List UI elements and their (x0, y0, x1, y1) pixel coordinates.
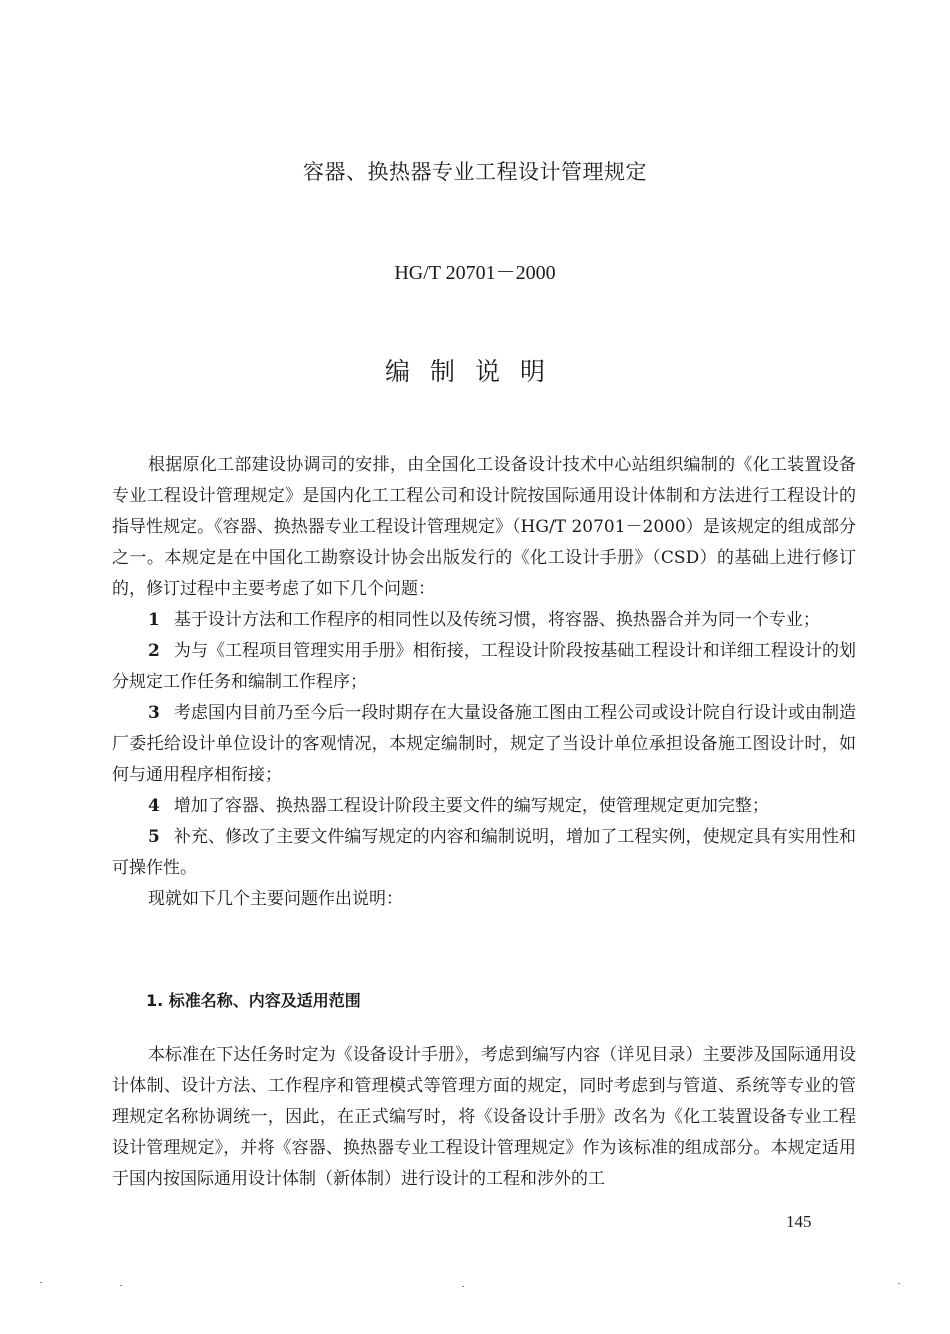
item-number: 2 (148, 641, 160, 661)
item-number: 4 (148, 796, 160, 816)
scan-speck (40, 1282, 42, 1283)
intro-paragraph: 根据原化工部建设协调司的安排，由全国化工设备设计技术中心站组织编制的《化工装置设备专业工程设计管理规定》是国内化工工程公司和设计院按国际通用设计体制和方法进行工程设计的指导性规定。《容器、换热器专业工程设计管理规定》（HG/T 20701－2000）是该规定的组成部分之一。本规定是在中国化工勘察设计协会出版发行的《化工设计手册》（CSD）的基础上进行修订的，修订过程中主要考虑了如下几个问题： (112, 455, 856, 599)
item-text: 基于设计方法和工作程序的相同性以及传统习惯，将容器、换热器合并为同一个专业； (173, 610, 820, 630)
closing-paragraph: 现就如下几个主要问题作出说明： (148, 889, 403, 909)
section-1-title: 1. 标准名称、内容及适用范围 (146, 991, 361, 1010)
scan-speck (120, 1285, 122, 1286)
item-text: 考虑国内目前乃至今后一段时期存在大量设备施工图由工程公司或设计院自行设计或由制造厂委托给设计单位设计的客观情况，本规定编制时，规定了当设计单位承担设备施工图设计时，如何与通用程序相衔接； (112, 703, 856, 785)
list-item-5 (112, 822, 856, 884)
document-title: 容器、换热器专业工程设计管理规定 (303, 160, 647, 184)
section-1-block (112, 1040, 856, 1195)
item-text: 为与《工程项目管理实用手册》相衔接，工程设计阶段按基础工程设计和详细工程设计的划分规定工作任务和编制工作程序； (112, 641, 856, 692)
list-item-3 (112, 698, 856, 791)
scan-speck (898, 1283, 900, 1284)
section-heading: 编制说明 (384, 357, 565, 386)
list-item-4 (112, 791, 856, 822)
scan-speck (462, 1286, 464, 1287)
item-number: 1 (148, 610, 160, 630)
page-number: 145 (786, 1212, 812, 1231)
item-number: 5 (148, 827, 160, 847)
item-number: 3 (148, 703, 160, 723)
item-text: 补充、修改了主要文件编写规定的内容和编制说明，增加了工程实例，使规定具有实用性和可操作性。 (112, 827, 856, 878)
intro-block (112, 450, 856, 915)
item-text: 增加了容器、换热器工程设计阶段主要文件的编写规定，使管理规定更加完整； (173, 796, 769, 816)
section-1-paragraph: 本标准在下达任务时定为《设备设计手册》，考虑到编写内容（详见目录）主要涉及国际通用设计体制、设计方法、工作程序和管理模式等管理方面的规定，同时考虑到与管道、系统等专业的管理规定名称协调统一，因此，在正式编写时，将《设备设计手册》改名为《化工装置设备专业工程设计管理规定》，并将《容器、换热器专业工程设计管理规定》作为该标准的组成部分。本规定适用于国内按国际通用设计体制（新体制）进行设计的工程和涉外的工 (112, 1045, 856, 1189)
standard-code: HG/T 20701－2000 (394, 262, 556, 284)
list-item-1 (112, 605, 856, 636)
list-item-2 (112, 636, 856, 698)
